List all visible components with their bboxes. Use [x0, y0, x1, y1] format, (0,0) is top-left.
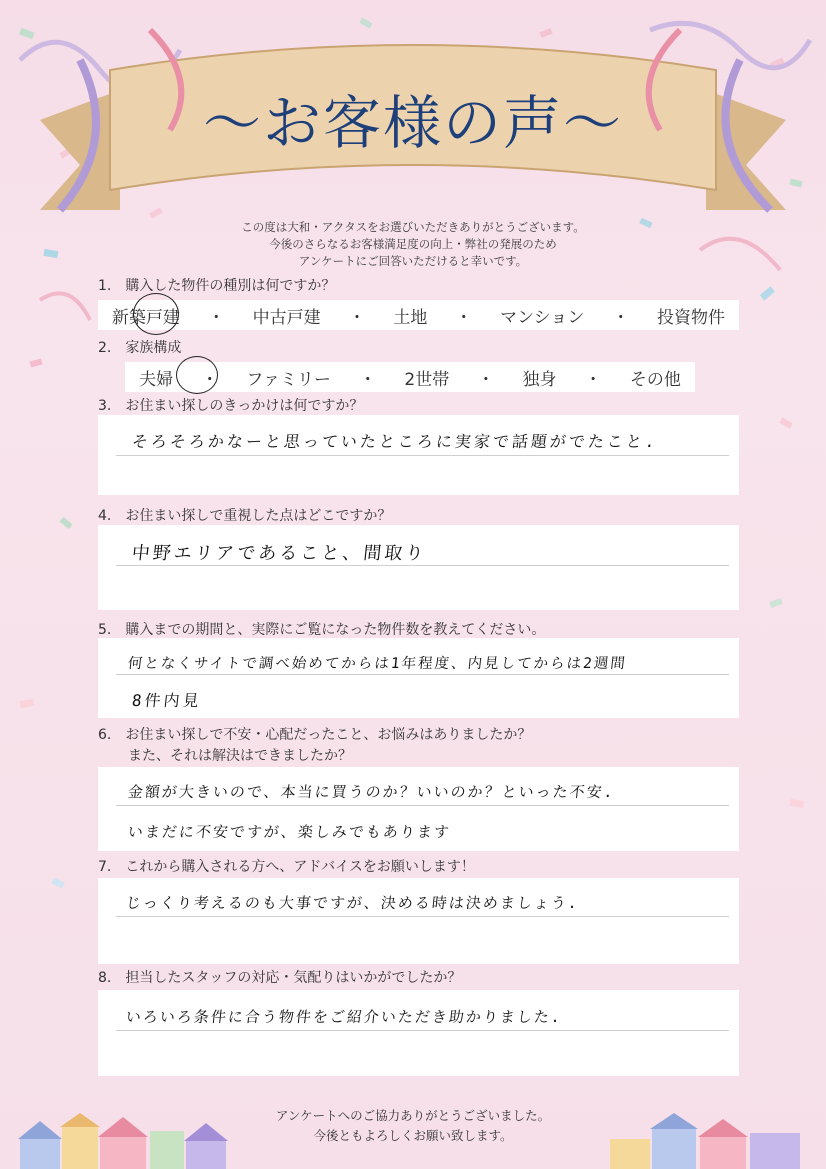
- closing-text: [0, 1106, 826, 1146]
- option-nisetai[interactable]: 2世帯: [404, 369, 450, 390]
- answer-6-text-1: 金額が大きいので、本当に買うのか？いいのか？といった不安.: [127, 783, 616, 801]
- answer-box-3[interactable]: [98, 415, 739, 495]
- option-family[interactable]: ファミリー: [246, 369, 332, 390]
- option-separator: ・: [455, 307, 473, 328]
- ruled-line: [116, 805, 729, 806]
- intro-line-1: この度は大和・アクタスをお選びいただきありがとうございます。: [241, 220, 585, 234]
- option-tochi[interactable]: 土地: [393, 307, 428, 328]
- question-6-label-2: また、それは解決はできましたか？: [128, 748, 352, 764]
- option-separator: ・: [477, 369, 495, 390]
- option-separator: ・: [612, 307, 630, 328]
- option-sonota[interactable]: その他: [629, 369, 681, 390]
- answer-4-text: 中野エリアであること、間取り: [130, 543, 428, 564]
- question-6-label: 6. お住まい探しで不安・心配だったこと、お悩みはありましたか？: [98, 727, 532, 743]
- ruled-line: [116, 1030, 729, 1031]
- answer-box-5[interactable]: [98, 638, 739, 718]
- ruled-line: [116, 455, 729, 456]
- selected-circle-mark: [176, 356, 218, 394]
- question-1-options: [98, 300, 739, 330]
- answer-6-text-2: いまだに不安ですが、楽しみでもあります: [127, 823, 452, 841]
- closing-line-2: 今後ともよろしくお願い致します。: [313, 1128, 513, 1143]
- question-1-label: 1. 購入した物件の種別は何ですか？: [98, 278, 336, 294]
- option-separator: ・: [348, 307, 366, 328]
- ruled-line: [116, 674, 729, 675]
- ruled-line: [116, 565, 729, 566]
- option-fufu[interactable]: 夫婦: [139, 369, 174, 390]
- intro-line-2: 今後のさらなるお客様満足度の向上・弊社の発展のため: [269, 237, 557, 251]
- closing-line-1: アンケートへのご協力ありがとうございました。: [275, 1108, 551, 1123]
- answer-7-text: じっくり考えるのも大事ですが、決める時は決めましょう.: [125, 894, 580, 912]
- question-2-label: 2. 家族構成: [98, 340, 182, 356]
- question-7-label: 7. これから購入される方へ、アドバイスをお願いします！: [98, 859, 475, 875]
- intro-line-3: アンケートにご回答いただけると幸いです。: [298, 254, 528, 268]
- answer-8-text: いろいろ条件に合う物件をご紹介いただき助かりました.: [125, 1008, 563, 1026]
- option-separator: ・: [359, 369, 377, 390]
- question-5-label: 5. 購入までの期間と、実際にご覧になった物件数を教えてください。: [98, 622, 546, 638]
- option-toshi[interactable]: 投資物件: [657, 307, 726, 328]
- option-mansion[interactable]: マンション: [500, 307, 585, 328]
- option-dokushin[interactable]: 独身: [522, 369, 557, 390]
- answer-5-text-2: 8件内見: [130, 691, 203, 710]
- answer-5-text-1: 何となくサイトで調べ始めてからは1年程度、内見してからは2週間: [127, 656, 628, 672]
- ruled-line: [116, 916, 729, 917]
- question-3-label: 3. お住まい探しのきっかけは何ですか？: [98, 398, 364, 414]
- option-shinchiku[interactable]: 新築戸建: [111, 307, 180, 328]
- page-title: 〜お客様の声〜: [202, 89, 623, 157]
- option-separator: ・: [584, 369, 602, 390]
- question-4-label: 4. お住まい探しで重視した点はどこですか？: [98, 508, 392, 524]
- answer-box-4[interactable]: [98, 525, 739, 610]
- answer-3-text: そろそろかなーと思っていたところに実家で話題がでたこと.: [130, 432, 659, 451]
- option-separator: ・: [207, 307, 225, 328]
- selected-circle-mark: [133, 293, 179, 335]
- question-8-label: 8. 担当したスタッフの対応・気配りはいかがでしたか？: [98, 970, 462, 986]
- answer-box-6[interactable]: [98, 767, 739, 851]
- option-separator: ・: [201, 369, 219, 390]
- answer-box-7[interactable]: [98, 878, 739, 964]
- intro-text: [0, 219, 826, 270]
- option-chuko[interactable]: 中古戸建: [252, 307, 321, 328]
- answer-box-8[interactable]: [98, 990, 739, 1076]
